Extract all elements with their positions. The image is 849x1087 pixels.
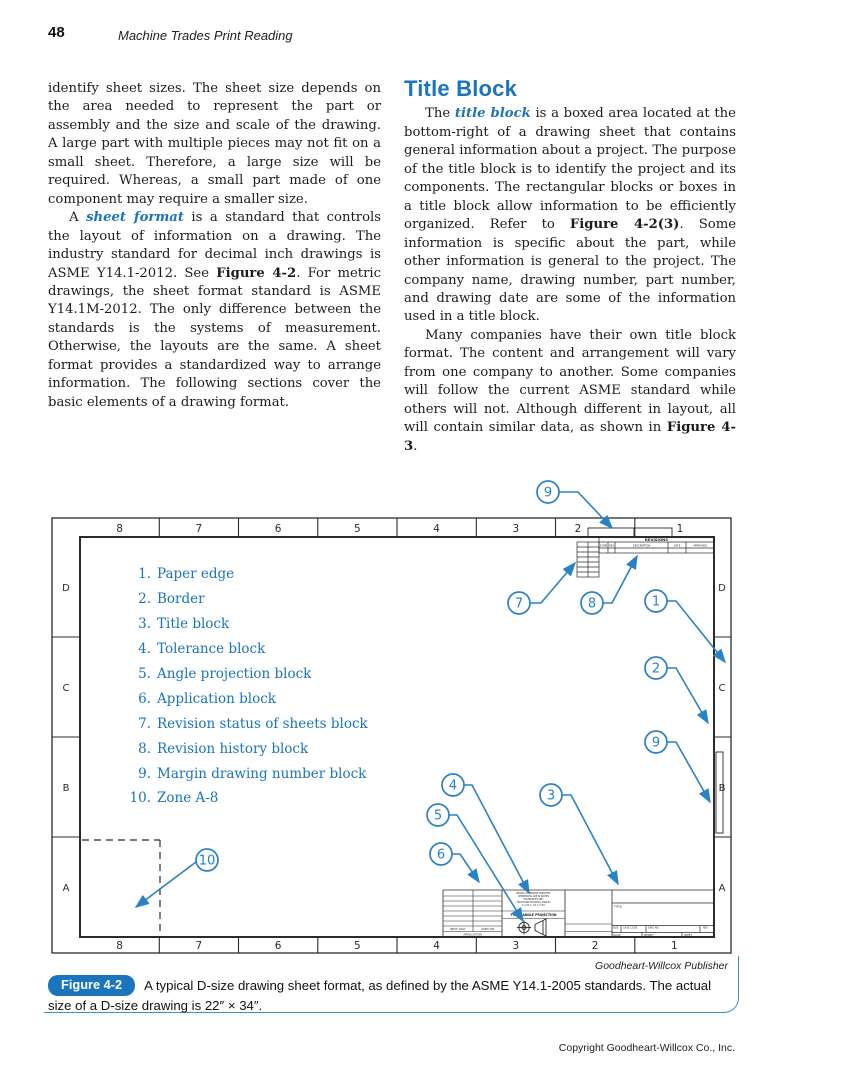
body-text: identify sheet sizes. The sheet size depends on the area needed to represent the part or assembly and the size and scale of the drawing. A large part with multiple pieces may not fit on a small sheet. Therefore, a large size will be required. Whereas, a small part made of one component may require a smaller size. — [48, 81, 381, 207]
zone-label: D — [62, 583, 70, 594]
figure-reference: Figure 4-3 — [404, 420, 736, 454]
left-column — [48, 80, 381, 412]
zone-tick-marks — [52, 518, 731, 953]
zone-label: B — [718, 783, 726, 794]
legend-item-number: 4. — [138, 641, 151, 657]
zone-label: C — [62, 683, 70, 694]
zone-label: 8 — [116, 940, 123, 952]
legend-item-label: Revision status of sheets block — [157, 716, 368, 732]
tolerance-text: FRACTIONS DECIMALS ANGLES — [516, 901, 551, 904]
zone-label: 1 — [671, 940, 678, 952]
legend-item-label: Margin drawing number block — [157, 766, 367, 782]
paragraph — [404, 105, 736, 326]
callout-number: 8 — [587, 596, 597, 612]
zone-label: A — [62, 883, 70, 894]
figure-reference: Figure 4-2 — [216, 265, 297, 281]
body-text: A — [69, 210, 87, 226]
body-text: Many companies have their own title block format. The content and arrangement will vary from one company to another. Some companies will follow the current ASME standard while others will not. Although different in layout, all will contain similar data, as shown in — [404, 327, 736, 436]
paragraph — [48, 209, 381, 412]
body-text: is a standard that controls the layout of information on a drawing. The industry standard for decimal inch drawings is ASME Y14.1-2012. See — [48, 210, 381, 281]
zone-label: B — [62, 783, 70, 794]
zone-label: 8 — [116, 523, 123, 535]
section-heading: Title Block — [404, 76, 518, 101]
zone-label: C — [718, 683, 726, 694]
zone-label: 5 — [354, 940, 361, 952]
legend-item-label: Zone A-8 — [157, 790, 219, 806]
legend-item-label: Border — [157, 591, 205, 607]
legend-item-label: Revision history block — [157, 741, 309, 757]
title-label: TITLE — [614, 904, 623, 909]
legend-item-number: 6. — [138, 691, 151, 707]
figure-reference: Figure 4-2(3) — [569, 217, 680, 233]
callout-number: 10 — [198, 853, 216, 869]
zone-label: A — [718, 883, 726, 894]
tolerance-text: UNLESS OTHERWISE SPECIFIED: — [515, 892, 552, 895]
revision-history-block — [599, 537, 714, 553]
size-label: SIZE — [613, 926, 619, 930]
next-assy-label: NEXT ASSY — [450, 927, 466, 931]
sheet-label: SHEET — [684, 933, 692, 937]
callout-number: 9 — [651, 735, 661, 751]
zone-label: 6 — [274, 523, 282, 535]
legend-item-label: Angle projection block — [157, 666, 312, 682]
zone-label: 3 — [512, 523, 520, 535]
zone-label: 1 — [676, 523, 684, 535]
zone-label: 4 — [433, 523, 440, 535]
body-text: is a boxed area located at the bottom-right of a drawing sheet that contains general information about a project. The purpose of the title block is to identify the project and its components. The rectangular blocks or boxes in a title block allow information to be efficiently organized. Refer to — [404, 106, 736, 233]
zone-a8-dashed-box — [82, 840, 160, 936]
rev-col-approved: APPROVED — [692, 544, 708, 548]
tolerance-text: DIMENSIONS ARE IN INCHES — [517, 895, 550, 898]
legend-item-number: 3. — [138, 616, 151, 632]
third-angle-projection-label: THIRD ANGLE PROJECTION — [510, 913, 557, 917]
tolerance-block — [502, 892, 565, 919]
copyright-line: Copyright Goodheart-Willcox Co., Inc. — [558, 1042, 735, 1054]
callout-number: 6 — [436, 847, 446, 863]
figure-legend — [130, 566, 369, 806]
rev-col-description: DESCRIPTION — [632, 544, 651, 548]
zone-label: 4 — [433, 940, 440, 952]
figure-label-pill: Figure 4-2 — [48, 975, 135, 996]
zone-label: 5 — [354, 523, 361, 535]
zone-label: D — [718, 583, 726, 594]
revisions-title: REVISIONS — [644, 537, 669, 542]
callout-number: 7 — [514, 596, 524, 612]
legend-item-number: 7. — [138, 716, 151, 732]
legend-item-number: 2. — [138, 591, 151, 607]
body-text: . Some information is specific about the part, while other information is general to the project. The company name, drawing number, part number, and drawing date are some of the information used in a title block. — [404, 217, 737, 325]
legend-item-label: Tolerance block — [157, 641, 266, 657]
legend-item-label: Application block — [157, 691, 276, 707]
zone-label: 2 — [591, 940, 599, 952]
glossary-term: title block — [454, 106, 531, 122]
dwg-no-label: DWG NO — [648, 926, 659, 930]
figure-caption-text: A typical D-size drawing sheet format, as defined by the ASME Y14.1-2005 standards. The actual size of a D-size drawing is 22″ × 34″. — [48, 978, 712, 1013]
callout-number: 4 — [448, 778, 458, 794]
body-text: The — [425, 106, 455, 122]
paragraph — [48, 80, 381, 209]
zone-label: 3 — [512, 940, 520, 952]
glossary-term: sheet format — [86, 210, 184, 226]
title-block — [612, 903, 714, 937]
callout-number: 5 — [433, 808, 443, 824]
rev-col-date: DATE — [673, 544, 681, 548]
body-text: . — [413, 438, 418, 454]
tolerance-text: TOLERANCES ARE: — [523, 898, 544, 901]
scale-label: SCALE — [613, 933, 621, 937]
legend-item-number: 10. — [129, 790, 151, 806]
zone-label: 6 — [274, 940, 282, 952]
bottom-blocks — [443, 890, 714, 937]
auxiliary-block — [565, 924, 612, 932]
zone-label: 7 — [195, 940, 203, 952]
zone-label: 7 — [195, 523, 203, 535]
zone-label: 2 — [574, 523, 582, 535]
running-head: Machine Trades Print Reading — [118, 28, 293, 43]
legend-item-label: Title block — [157, 616, 230, 632]
weight-label: WEIGHT — [644, 933, 654, 937]
callout-number: 2 — [651, 661, 661, 677]
cage-code-label: CAGE CODE — [623, 926, 638, 930]
legend-item-number: 1. — [138, 566, 151, 582]
used-on-label: USED ON — [481, 927, 494, 931]
figure-credit: Goodheart-Willcox Publisher — [595, 960, 728, 972]
revision-status-of-sheets-block — [577, 542, 599, 577]
tolerance-text: ± 1/32 ± .XX ± 0°30' — [521, 904, 546, 907]
callout-number: 3 — [546, 788, 556, 804]
figure-4-2-drawing — [30, 478, 800, 960]
rev-col-rev: REV — [608, 544, 615, 548]
page-number: 48 — [48, 24, 65, 41]
margin-drawing-number-block-top — [588, 528, 672, 537]
legend-item-number: 8. — [138, 741, 151, 757]
legend-item-label: Paper edge — [157, 566, 235, 582]
callout-number: 1 — [651, 594, 661, 610]
callout-number: 9 — [543, 485, 553, 501]
legend-item-number: 9. — [138, 766, 151, 782]
figure-caption — [48, 976, 736, 1014]
body-text: . For metric drawings, the sheet format standard is ASME Y14.1M-2012. The only difference between the standards is the systems of measurement. Otherwise, the layouts are the same. A sheet format provides a standardized way to arrange information. The following sections cover the basic elements of a drawing format. — [48, 265, 382, 410]
rev-label: REV — [703, 926, 708, 930]
application-block — [443, 890, 502, 937]
third-angle-projection-icon — [517, 919, 546, 936]
right-column — [404, 76, 737, 456]
rev-col-zone: ZONE — [599, 544, 608, 548]
paragraph — [404, 327, 736, 456]
application-label: APPLICATION — [463, 932, 482, 937]
paper-edge — [52, 518, 731, 953]
legend-item-number: 5. — [138, 666, 151, 682]
zone-numbers-top — [116, 523, 683, 535]
